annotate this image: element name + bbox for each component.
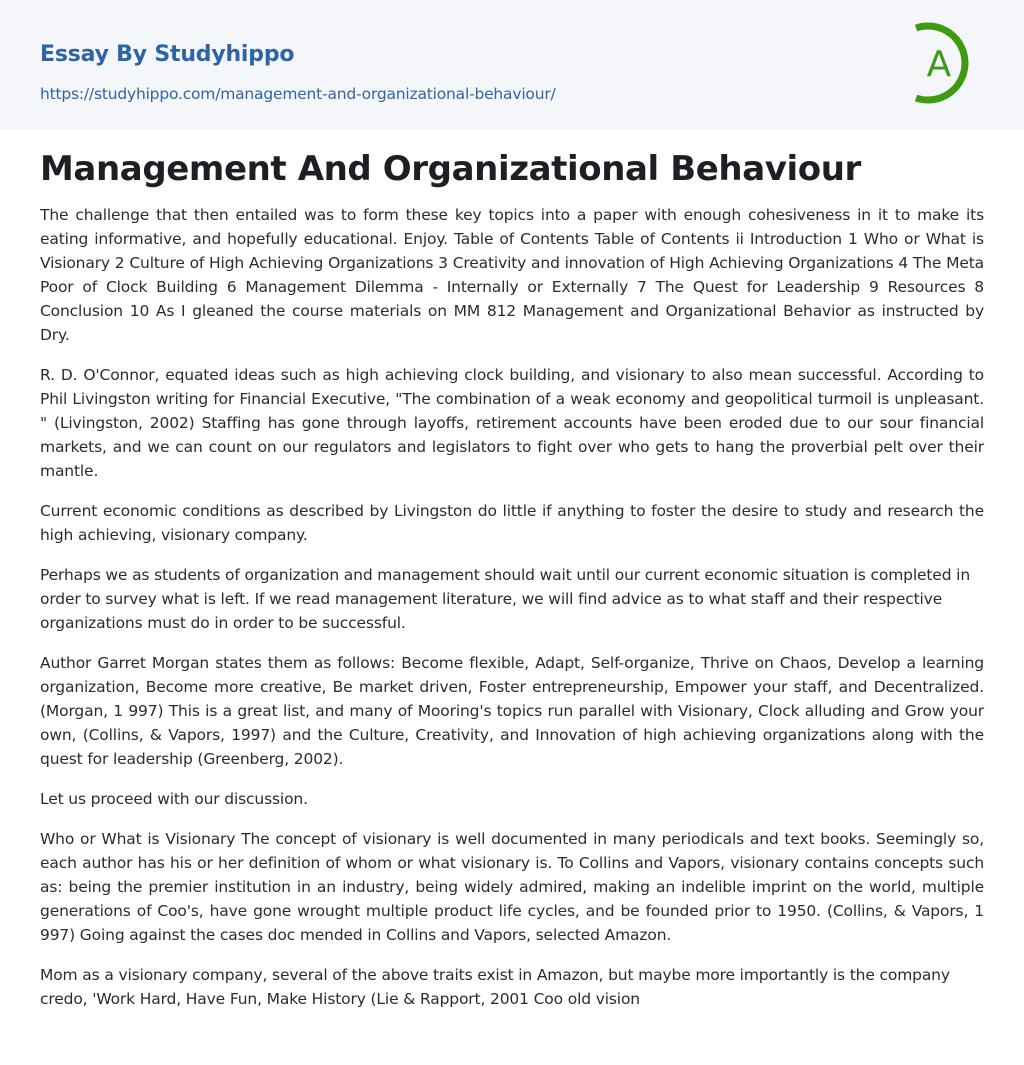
- essay-url-link[interactable]: https://studyhippo.com/management-and-organizational-behaviour/: [40, 85, 556, 103]
- article: [0, 147, 1024, 1011]
- article-paragraph: R. D. O'Connor, equated ideas such as high achieving clock building, and visionary to also mean successful. According to Phil Livingston writing for Financial Executive, "The combination of a weak economy and geopolitical turmoil is unpleasant. " (Livingston, 2002) Staffing has gone through layoffs, retirement accounts have been eroded due to our sour financial markets, and we can count on our regulators and legislators to fight over who gets to hang the proverbial pelt over their mantle.: [40, 366, 984, 480]
- article-paragraph: Who or What is Visionary The concept of visionary is well documented in many periodicals and text books. Seemingly so, each author has his or her definition of whom or what visionary is. To Collins and Vapors, visionary contains concepts such as: being the premier institution in an industry, being widely admired, making an indelible imprint on the world, multiple generations of Coo's, have gone wrought multiple product life cycles, and be founded prior to 1950. (Collins, & Vapors, 1 997) Going against the cases doc mended in Collins and Vapors, selected Amazon.: [40, 830, 984, 944]
- article-paragraph: Current economic conditions as described by Livingston do little if anything to foster the desire to study and research the high achieving, visionary company.: [40, 502, 984, 544]
- article-paragraph: Perhaps we as students of organization and management should wait until our current economic situation is completed in order to survey what is left. If we read management literature, we will find advice as to what staff and their respective organizations must do in order to be successful.: [40, 566, 970, 632]
- logo-letter: A: [926, 44, 952, 85]
- article-paragraph: Let us proceed with our discussion.: [40, 790, 308, 808]
- article-paragraph: Mom as a visionary company, several of the above traits exist in Amazon, but maybe more importantly is the company credo, 'Work Hard, Have Fun, Make History (Lie & Rapport, 2001 Coo old vision: [40, 966, 950, 1008]
- site-header: [0, 0, 1024, 129]
- article-paragraph: The challenge that then entailed was to form these key topics into a paper with enough cohesiveness in it to make its eating informative, and hopefully educational. Enjoy. Table of Contents Table of Contents ii Introduction 1 Who or What is Visionary 2 Culture of High Achieving Organizations 3 Creativity and innovation of High Achieving Organizations 4 The Meta Poor of Clock Building 6 Management Dilemma - Internally or Externally 7 The Quest for Leadership 9 Resources 8 Conclusion 10 As I gleaned the course materials on MM 812 Management and Organizational Behavior as instructed by Dry.: [40, 206, 984, 344]
- studyhippo-logo-icon[interactable]: [908, 18, 988, 108]
- article-title: Management And Organizational Behaviour: [40, 149, 861, 189]
- brand-name: Essay By Studyhippo: [40, 42, 295, 67]
- article-paragraph: Author Garret Morgan states them as follows: Become flexible, Adapt, Self-organize, Thrive on Chaos, Develop a learning organization, Become more creative, Be market driven, Foster entrepreneurship, Empower your staff, and Decentralized. (Morgan, 1 997) This is a great list, and many of Mooring's topics run parallel with Visionary, Clock alluding and Grow your own, (Collins, & Vapors, 1997) and the Culture, Creativity, and Innovation of high achieving organizations along with the quest for leadership (Greenberg, 2002).: [40, 654, 984, 768]
